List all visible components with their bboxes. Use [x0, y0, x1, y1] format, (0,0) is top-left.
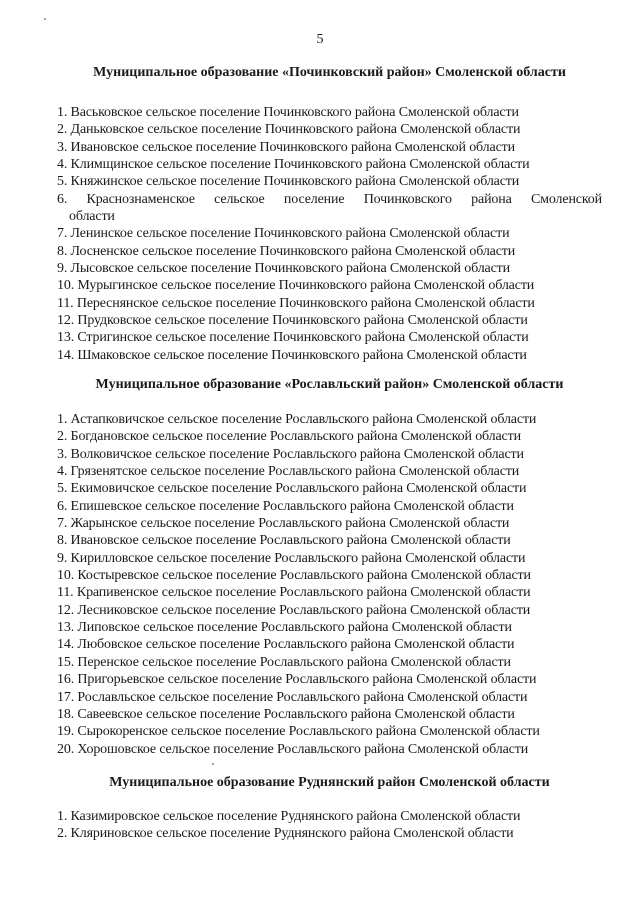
list-item: 8. Ивановское сельское поселение Рославльского района Смоленской области — [57, 533, 511, 549]
list-item: 11. Крапивенское сельское поселение Рославльского района Смоленской области — [57, 585, 531, 601]
scan-speck — [44, 18, 46, 20]
list-item: 4. Грязенятское сельское поселение Рославльского района Смоленской области — [57, 464, 520, 480]
list-item: 14. Шмаковское сельское поселение Починковского района Смоленской области — [57, 347, 527, 363]
list-item: 9. Лысовское сельское поселение Починковского района Смоленской области — [57, 261, 510, 277]
list-item: 9. Кирилловское сельское поселение Рославльского района Смоленской области — [57, 550, 526, 566]
list-item: 1. Астапковичское сельское поселение Рославльского района Смоленской области — [57, 412, 537, 427]
list-item: 2. Богдановское сельское поселение Рославльского района Смоленской области — [57, 429, 521, 445]
list-item-continuation: области — [69, 209, 115, 225]
section-pochinkovsky — [57, 64, 602, 364]
list-item: 5. Екимовичское сельское поселение Рославльского района Смоленской области — [57, 481, 527, 497]
list-item: 1. Васьковское сельское поселение Починковского района Смоленской области — [57, 105, 519, 120]
list-item: 6. Епишевское сельское поселение Рославльского района Смоленской области — [57, 498, 514, 514]
settlement-list — [57, 411, 602, 758]
list-item: 10. Костыревское сельское поселение Рославльского района Смоленской области — [57, 568, 531, 584]
list-item: 5. Княжинское сельское поселение Починковского района Смоленской области — [57, 174, 520, 190]
settlement-list — [57, 104, 602, 364]
list-item: 8. Лосненское сельское поселение Починковского района Смоленской области — [57, 243, 516, 259]
list-item: 4. Климщинское сельское поселение Починковского района Смоленской области — [57, 157, 530, 173]
scan-speck — [212, 763, 214, 765]
list-item: 13. Липовское сельское поселение Рославльского района Смоленской области — [57, 620, 512, 636]
list-item: 20. Хорошовское сельское поселение Рославльского района Смоленской области — [57, 741, 529, 757]
list-item: 1. Казимировское сельское поселение Руднянского района Смоленской области — [57, 809, 521, 824]
list-item: 16. Пригорьевское сельское поселение Рославльского района Смоленской области — [57, 672, 537, 688]
list-item: 15. Перенское сельское поселение Рославльского района Смоленской области — [57, 654, 511, 670]
list-item: 11. Переснянское сельское поселение Починковского района Смоленской области — [57, 295, 535, 311]
list-item: 17. Рославльское сельское поселение Рославльского района Смоленской области — [57, 689, 528, 705]
page-number: 5 — [316, 32, 324, 47]
list-item: 12. Прудковское сельское поселение Починковского района Смоленской области — [57, 313, 528, 329]
list-item: 2. Кляриновское сельское поселение Руднянского района Смоленской области — [57, 826, 514, 842]
section-title: Муниципальное образование «Рославльский район» Смоленской области — [95, 377, 564, 392]
list-item: 3. Волковичское сельское поселение Рославльского района Смоленской области — [57, 446, 524, 462]
list-item — [57, 191, 602, 226]
list-item: 7. Ленинское сельское поселение Починковского района Смоленской области — [57, 226, 510, 242]
list-item: 7. Жарынское сельское поселение Рославльского района Смоленской области — [57, 516, 510, 532]
list-item: 18. Савеевское сельское поселение Рославльского района Смоленской области — [57, 706, 515, 722]
list-item-text: 6. Краснознаменское сельское поселение Починковского района Смоленской — [57, 191, 602, 207]
list-item: 10. Мурыгинское сельское поселение Починковского района Смоленской области — [57, 278, 535, 294]
list-item: 13. Стригинское сельское поселение Починковского района Смоленской области — [57, 330, 529, 346]
section-rudnyansky — [57, 774, 602, 843]
list-item: 12. Лесниковское сельское поселение Рославльского района Смоленской области — [57, 602, 531, 618]
list-item: 19. Сырокоренское сельское поселение Рославльского района Смоленской области — [57, 724, 540, 740]
settlement-list — [57, 808, 602, 843]
section-roslavlsky — [57, 376, 602, 758]
list-item: 3. Ивановское сельское поселение Починковского района Смоленской области — [57, 139, 515, 155]
list-item: 2. Даньковское сельское поселение Починковского района Смоленской области — [57, 122, 521, 138]
list-item: 14. Любовское сельское поселение Рославльского района Смоленской области — [57, 637, 515, 653]
section-title: Муниципальное образование Руднянский район Смоленской области — [109, 775, 550, 790]
section-title: Муниципальное образование «Починковский район» Смоленской области — [93, 65, 566, 80]
